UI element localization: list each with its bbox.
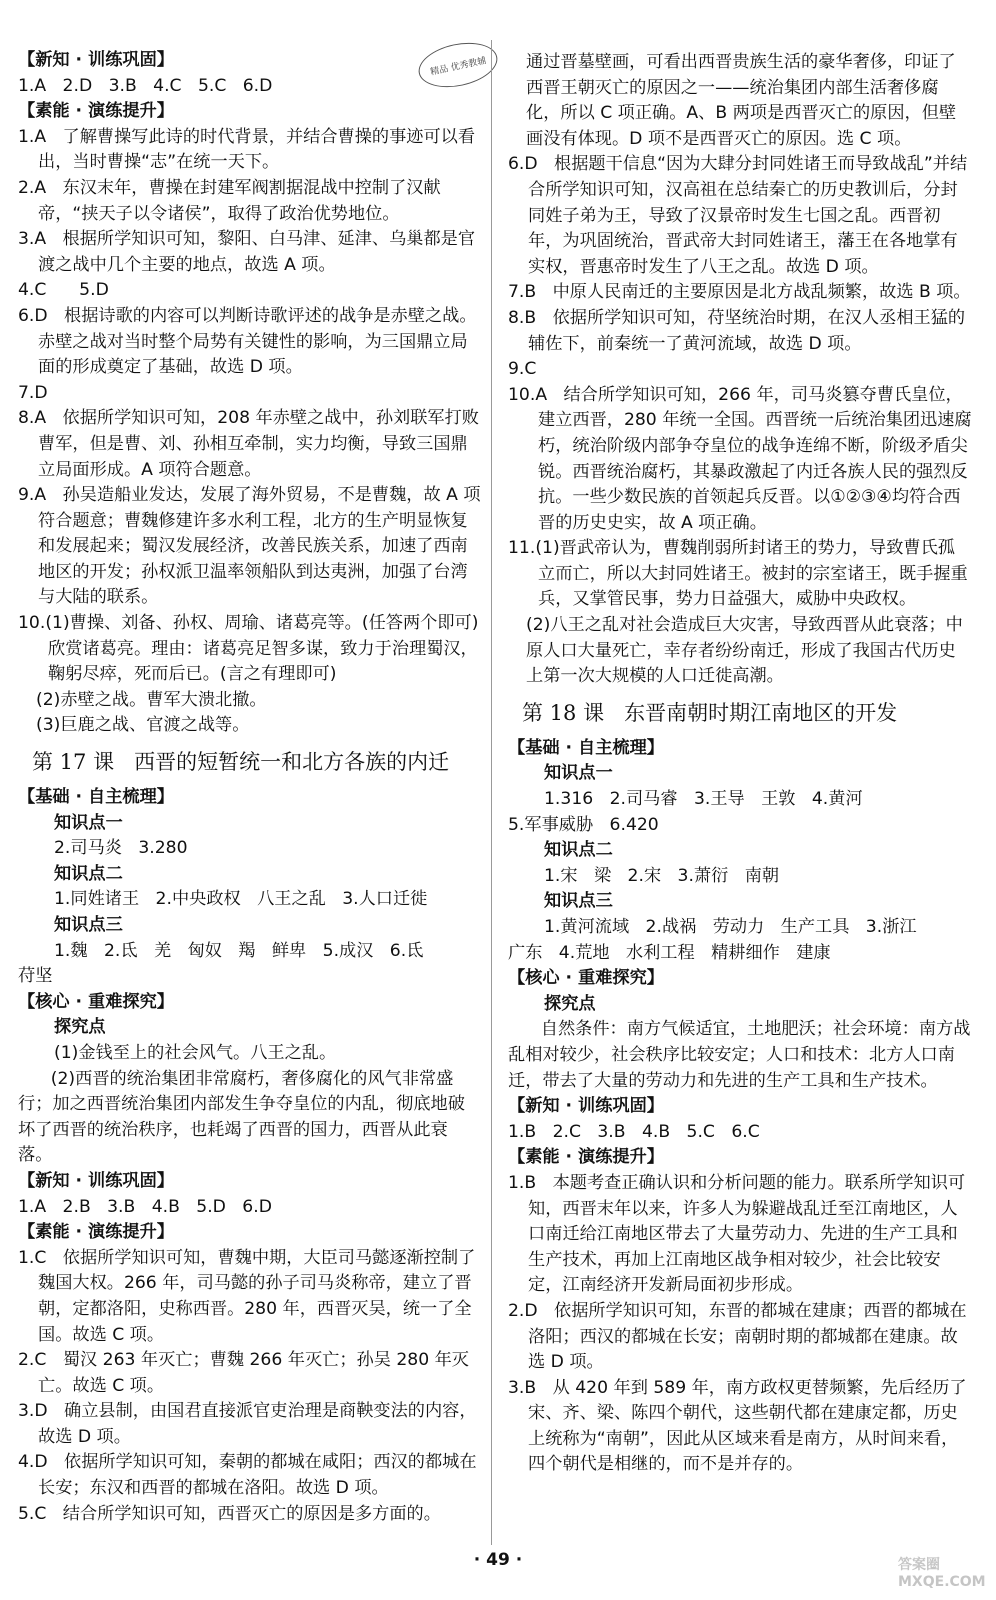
answer-line: 10.A 结合所学知识可知，266 年，司马炎篡夺曹氏皇位，建立西晋，280 年统一全国。西晋统一后统治集团迅速腐朽，统治阶级内部争夺皇位的战争连绵不断，阶级矛盾尖锐。西晋统治腐朽，其暴政激起了内迁各族人民的强烈反抗。一些少数民族的首领起兵反晋。以①②③④均符合西晋的历史史实，故 A 项正确。	[508, 384, 972, 533]
section-heading: 【基础 · 自主梳理】	[508, 737, 664, 758]
answer-line: 3.A 根据所学知识可知，黎阳、白马津、延津、乌巢都是官渡之战中几个主要的地点，故选 A 项。	[18, 229, 476, 275]
answer-line: 1.A 2.D 3.B 4.C 5.C 6.D	[18, 75, 273, 96]
answer-line: 8.B 依据所学知识可知，苻坚统治时期，在汉人丞相王猛的辅佐下，前秦统一了黄河流域，故选 D 项。	[508, 307, 966, 354]
section-heading: 【新知 · 训练巩固】	[18, 50, 174, 70]
answer-line: 1.B 本题考查正确认识和分析问题的能力。联系所学知识可知，西晋末年以来，许多人为躲避战乱迁至江南地区，人口南迁给江南地区带去了大量劳动力、先进的生产工具和生产技术，再加上江南地区战争相对较少，社会比较安定，江南经济开发新局面初步形成。	[508, 1172, 966, 1296]
answer-line: 9.A 孙吴造船业发达，发展了海外贸易，不是曹魏，故 A 项符合题意；曹魏修建许多水利工程，北方的生产明显恢复和发展起来；蜀汉发展经济，改善民族关系，加速了西南地区的开发；孙权派卫温率领船队到达夷洲，加强了台湾与大陆的联系。	[18, 485, 481, 608]
answer-line: 2.C 蜀汉 263 年灭亡；曹魏 266 年灭亡；孙吴 280 年灭亡。故选 C 项。	[18, 1350, 469, 1396]
answer-line: 通过晋墓壁画，可看出西晋贵族生活的豪华奢侈，印证了西晋王朝灭亡的原因之一——统治集团内部生活奢侈腐化，所以 C 项正确。A、B 两项是西晋灭亡的原因，但壁画没有体现。D 项不是西晋灭亡的原因。选 C 项。	[526, 52, 957, 149]
answer-line: 苻坚	[18, 966, 53, 987]
stamp-logo: 精品 优秀教辅	[415, 36, 502, 94]
answer-line: 9.C	[508, 359, 537, 380]
section-heading: 【素能 · 演练提升】	[508, 1147, 664, 1168]
answer-line: 6.D 根据题干信息“因为大肆分封同姓诸王而导致战乱”并结合所学知识可知，汉高祖在总结秦亡的历史教训后，分封同姓子弟为王，导致了汉景帝时发生七国之乱。西晋初年，为巩固统治，晋武帝大封同姓诸王，藩王在各地掌有实权，晋惠帝时发生了八王之乱。故选 D 项。	[508, 154, 968, 277]
knowledge-point-label: 知识点二	[544, 840, 613, 861]
answer-line: 4.C 5.D	[18, 280, 109, 301]
answer-line: 3.D 确立县制，由国君直接派官吏治理是商鞅变法的内容，故选 D 项。	[18, 1401, 477, 1447]
answer-line: 7.B 中原人民南迁的主要原因是北方战乱频繁，故选 B 项。	[508, 282, 971, 303]
answer-line: 1.B 2.C 3.B 4.B 5.C 6.C	[508, 1121, 760, 1142]
section-heading: 【素能 · 演练提升】	[18, 1222, 174, 1243]
answer-line: 10.(1)曹操、刘备、孙权、周瑜、诸葛亮等。(任答两个即可)欣赏诸葛亮。理由：诸葛亮足智多谋，致力于治理蜀汉，鞠躬尽瘁，死而后已。(言之有理即可)	[18, 613, 479, 685]
answer-line: 1.C 依据所学知识可知，曹魏中期，大臣司马懿逐渐控制了魏国大权。266 年，司马懿的孙子司马炎称帝，建立了晋朝，定都洛阳，史称西晋。280 年，西晋灭吴，统一了全国。故选 C 项。	[18, 1247, 476, 1345]
knowledge-point-label: 知识点三	[544, 891, 613, 912]
right-answers-bottom	[508, 736, 972, 1478]
left-column	[18, 48, 482, 1527]
knowledge-point-label: 知识点一	[544, 763, 613, 784]
lesson-17-title: 第 17 课 西晋的短暂统一和北方各族的内迁	[32, 750, 450, 775]
section-heading: 【素能 · 演练提升】	[18, 101, 174, 122]
answer-line: 1.黄河流域 2.战祸 劳动力 生产工具 3.浙江	[544, 917, 917, 937]
section-heading: 【新知 · 训练巩固】	[18, 1170, 174, 1191]
answer-line: (2)八王之乱对社会造成巨大灾害，导致西晋从此衰落；中原人口大量死亡，幸存者纷纷南迁，形成了我国古代历史上第一次大规模的人口迁徙高潮。	[526, 615, 963, 687]
answer-line: 5.军事威胁 6.420	[508, 814, 659, 835]
page-number: · 49 ·	[473, 1550, 523, 1570]
watermark-logo: 答案圈 MXQE.COM	[898, 1557, 986, 1590]
right-column	[508, 50, 972, 1478]
answer-line: (1)金钱至上的社会风气。八王之乱。	[54, 1042, 337, 1063]
knowledge-point-label: 知识点一	[54, 812, 123, 833]
answer-line: 2.A 东汉末年，曹操在封建军阀割据混战中控制了汉献帝，“挟天子以令诸侯”，取得了政治优势地位。	[18, 177, 441, 224]
section-heading: 【核心 · 重难探究】	[508, 968, 664, 989]
answer-line: 1.A 了解曹操写此诗的时代背景，并结合曹操的事迹可以看出，当时曹操“志”在统一天下。	[18, 126, 476, 173]
answer-line: 1.宋 梁 2.宋 3.萧衍 南朝	[544, 865, 780, 886]
left-answers-bottom	[18, 785, 482, 1527]
answer-line: 广东 4.荒地 水利工程 精耕细作 建康	[508, 942, 831, 963]
right-answers-top	[508, 50, 972, 690]
answer-line: 8.A 依据所学知识可知，208 年赤壁之战中，孙刘联军打败曹军，但是曹、刘、孙相互牵制，实力均衡，导致三国鼎立局面形成。A 项符合题意。	[18, 408, 479, 480]
answer-line: 3.B 从 420 年到 589 年，南方政权更替频繁，先后经历了宋、齐、梁、陈四个朝代，这些朝代都在建康定都，历史上统称为“南朝”，因此从区域来看是南方，从时间来看，四个朝代是相继的，而不是并存的。	[508, 1377, 967, 1475]
answer-line: (2)西晋的统治集团非常腐朽，奢侈腐化的风气非常盛行；加之西晋统治集团内部发生争夺皇位的内乱，彻底地破坏了西晋的统治秩序，也耗竭了西晋的国力，西晋从此衰落。	[18, 1068, 465, 1166]
answer-line: (2)赤壁之战。曹军大溃北撤。	[36, 689, 267, 710]
answer-line: 1.A 2.B 3.B 4.B 5.D 6.D	[18, 1196, 272, 1217]
knowledge-point-label: 知识点二	[54, 863, 123, 884]
answer-line: 1.316 2.司马睿 3.王导 王敦 4.黄河	[544, 789, 863, 810]
answer-line: 2.D 依据所学知识可知，东晋的都城在建康；西晋的都城在洛阳；西汉的都城在长安；南朝时期的都城都在建康。故选 D 项。	[508, 1300, 967, 1373]
answer-line: 11.(1)晋武帝认为，曹魏削弱所封诸王的势力，导致曹氏孤立而亡，所以大封同姓诸王。被封的宗室诸王，既手握重兵，又掌管民事，势力日益强大，威胁中央政权。	[508, 538, 968, 610]
left-answers-top	[18, 48, 482, 739]
column-divider	[491, 40, 492, 1545]
answer-line: 自然条件：南方气候适宜，土地肥沃；社会环境：南方战乱相对较少，社会秩序比较安定；人口和技术：北方人口南迁，带去了大量的劳动力和先进的生产工具和生产技术。	[508, 1019, 971, 1091]
answer-line: 1.魏 2.氐 羌 匈奴 羯 鲜卑 5.成汉 6.氐	[54, 940, 424, 961]
answer-line: 1.同姓诸王 2.中央政权 八王之乱 3.人口迁徙	[54, 889, 428, 910]
answer-line: (3)巨鹿之战、官渡之战等。	[36, 715, 250, 736]
answer-line: 2.司马炎 3.280	[54, 838, 188, 859]
section-heading: 【核心 · 重难探究】	[18, 991, 174, 1012]
knowledge-point-label: 探究点	[54, 1017, 106, 1038]
answer-line: 4.D 依据所学知识可知，秦朝的都城在咸阳；西汉的都城在长安；东汉和西晋的都城在洛阳。故选 D 项。	[18, 1452, 477, 1499]
answer-line: 7.D	[18, 382, 48, 403]
section-heading: 【新知 · 训练巩固】	[508, 1096, 664, 1117]
answer-line: 6.D 根据诗歌的内容可以判断诗歌评述的战争是赤壁之战。赤壁之战对当时整个局势有关键性的影响，为三国鼎立局面的形成奠定了基础，故选 D 项。	[18, 305, 477, 378]
section-heading: 【基础 · 自主梳理】	[18, 787, 174, 808]
answer-line: 5.C 结合所学知识可知，西晋灭亡的原因是多方面的。	[18, 1503, 441, 1524]
knowledge-point-label: 知识点三	[54, 915, 123, 935]
knowledge-point-label: 探究点	[544, 993, 596, 1014]
lesson-18-title: 第 18 课 东晋南朝时期江南地区的开发	[522, 700, 898, 725]
